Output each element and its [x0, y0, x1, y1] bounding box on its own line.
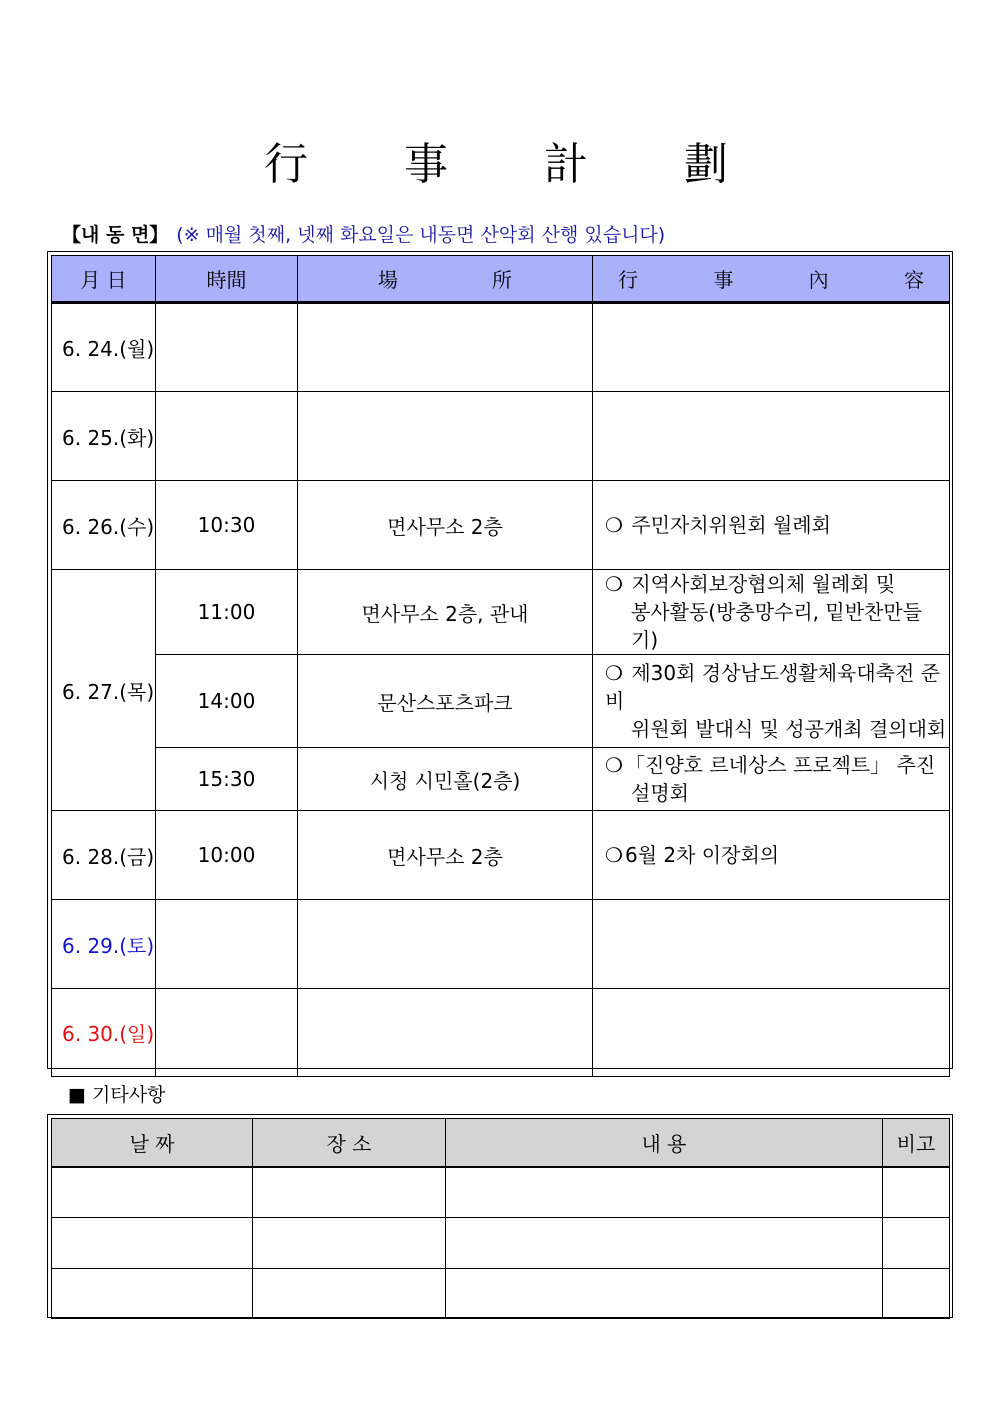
- table-row: [52, 1217, 950, 1268]
- bullet-icon: ❍: [605, 661, 623, 685]
- row-date: 6. 29.(토): [52, 900, 156, 989]
- row-place: [298, 900, 593, 989]
- header-place-char: 所: [492, 268, 512, 292]
- header-place-char: 場: [378, 268, 398, 292]
- header-date: 月 日: [52, 256, 156, 303]
- cell: [446, 1167, 883, 1217]
- district-note: (※ 매월 첫째, 넷째 화요일은 내동면 산악회 산행 있습니다): [176, 224, 666, 246]
- row-date: 6. 26.(수): [52, 481, 156, 570]
- row-time: 10:00: [156, 811, 298, 900]
- misc-header-note: 비고: [883, 1119, 950, 1168]
- row-content: [593, 303, 950, 392]
- misc-table: [51, 1118, 950, 1319]
- content-line: 설명회: [631, 781, 689, 805]
- row-date: 6. 25.(화): [52, 392, 156, 481]
- content-line: 위원회 발대식 및 성공개최 결의대회: [631, 717, 947, 741]
- row-time: 14:00: [156, 655, 298, 748]
- row-content: [593, 570, 950, 655]
- row-time: [156, 900, 298, 989]
- table-row: [52, 570, 950, 655]
- misc-header-place: 장 소: [253, 1119, 446, 1168]
- misc-section-label: ■ 기타사항: [68, 1084, 166, 1106]
- table-row: [52, 303, 950, 392]
- header-place: [298, 256, 593, 303]
- cell: [446, 1217, 883, 1268]
- table-row: [52, 655, 950, 748]
- cell: [253, 1268, 446, 1318]
- title-char: 計: [544, 139, 588, 190]
- table-row: [52, 1268, 950, 1318]
- row-content: [593, 989, 950, 1077]
- row-date: 6. 27.(목): [52, 570, 156, 811]
- cell: [883, 1268, 950, 1318]
- row-time: [156, 989, 298, 1077]
- row-place: [298, 303, 593, 392]
- row-content: [593, 811, 950, 900]
- header-content-char: 事: [713, 268, 734, 292]
- row-place: [298, 392, 593, 481]
- row-time: 11:00: [156, 570, 298, 655]
- row-date: 6. 28.(금): [52, 811, 156, 900]
- row-place: 면사무소 2층: [298, 811, 593, 900]
- cell: [253, 1167, 446, 1217]
- content-line: 제30회 경상남도생활체육대축전 준비: [605, 661, 941, 713]
- header-content-char: 行: [618, 268, 638, 292]
- title-char: 劃: [684, 139, 728, 190]
- cell: [883, 1167, 950, 1217]
- header-content-char: 容: [903, 268, 924, 292]
- content-line: 6월 2차 이장회의: [625, 843, 780, 867]
- header-content-char: 內: [808, 268, 829, 292]
- row-content: [593, 481, 950, 570]
- row-time: 10:30: [156, 481, 298, 570]
- cell: [52, 1167, 253, 1217]
- row-place: 시청 시민홀(2층): [298, 748, 593, 811]
- district-subheading: [62, 220, 665, 247]
- table-row: [52, 748, 950, 811]
- bullet-icon: ❍: [605, 843, 623, 867]
- cell: [446, 1268, 883, 1318]
- title-char: 行: [264, 139, 308, 190]
- cell: [883, 1217, 950, 1268]
- table-row: [52, 900, 950, 989]
- row-date: 6. 24.(월): [52, 303, 156, 392]
- row-content: [593, 392, 950, 481]
- header-time: 時間: [156, 256, 298, 303]
- cell: [52, 1217, 253, 1268]
- table-row: [52, 989, 950, 1077]
- misc-header-date: 날 짜: [52, 1119, 253, 1168]
- cell: [253, 1217, 446, 1268]
- table-row: [52, 481, 950, 570]
- row-place: 면사무소 2층, 관내: [298, 570, 593, 655]
- cell: [52, 1268, 253, 1318]
- content-line: 「진양호 르네상스 프로젝트」 추진: [625, 753, 936, 777]
- header-content: [593, 256, 950, 303]
- schedule-table-frame: [47, 251, 953, 1069]
- row-time: [156, 392, 298, 481]
- row-date: 6. 30.(일): [52, 989, 156, 1077]
- table-row: [52, 811, 950, 900]
- row-content: [593, 748, 950, 811]
- schedule-table: [51, 255, 950, 1077]
- bullet-icon: ❍: [605, 513, 623, 537]
- content-line: 봉사활동(방충망수리, 밑반찬만들기): [631, 600, 922, 652]
- misc-header-content: 내 용: [446, 1119, 883, 1168]
- table-row: [52, 1167, 950, 1217]
- row-time: [156, 303, 298, 392]
- content-line: 주민자치위원회 월례회: [631, 513, 831, 537]
- table-row: [52, 392, 950, 481]
- row-place: [298, 989, 593, 1077]
- district-label: 【내 동 면】: [62, 224, 169, 246]
- page-title: [0, 128, 992, 192]
- bullet-icon: ❍: [605, 753, 623, 777]
- bullet-icon: ❍: [605, 572, 623, 596]
- row-time: 15:30: [156, 748, 298, 811]
- misc-header-row: [52, 1119, 950, 1168]
- schedule-header-row: [52, 256, 950, 303]
- misc-table-frame: [47, 1114, 953, 1318]
- row-place: 문산스포츠파크: [298, 655, 593, 748]
- content-line: 지역사회보장협의체 월례회 및: [631, 572, 896, 596]
- row-content: [593, 655, 950, 748]
- title-char: 事: [404, 139, 448, 190]
- row-content: [593, 900, 950, 989]
- row-place: 면사무소 2층: [298, 481, 593, 570]
